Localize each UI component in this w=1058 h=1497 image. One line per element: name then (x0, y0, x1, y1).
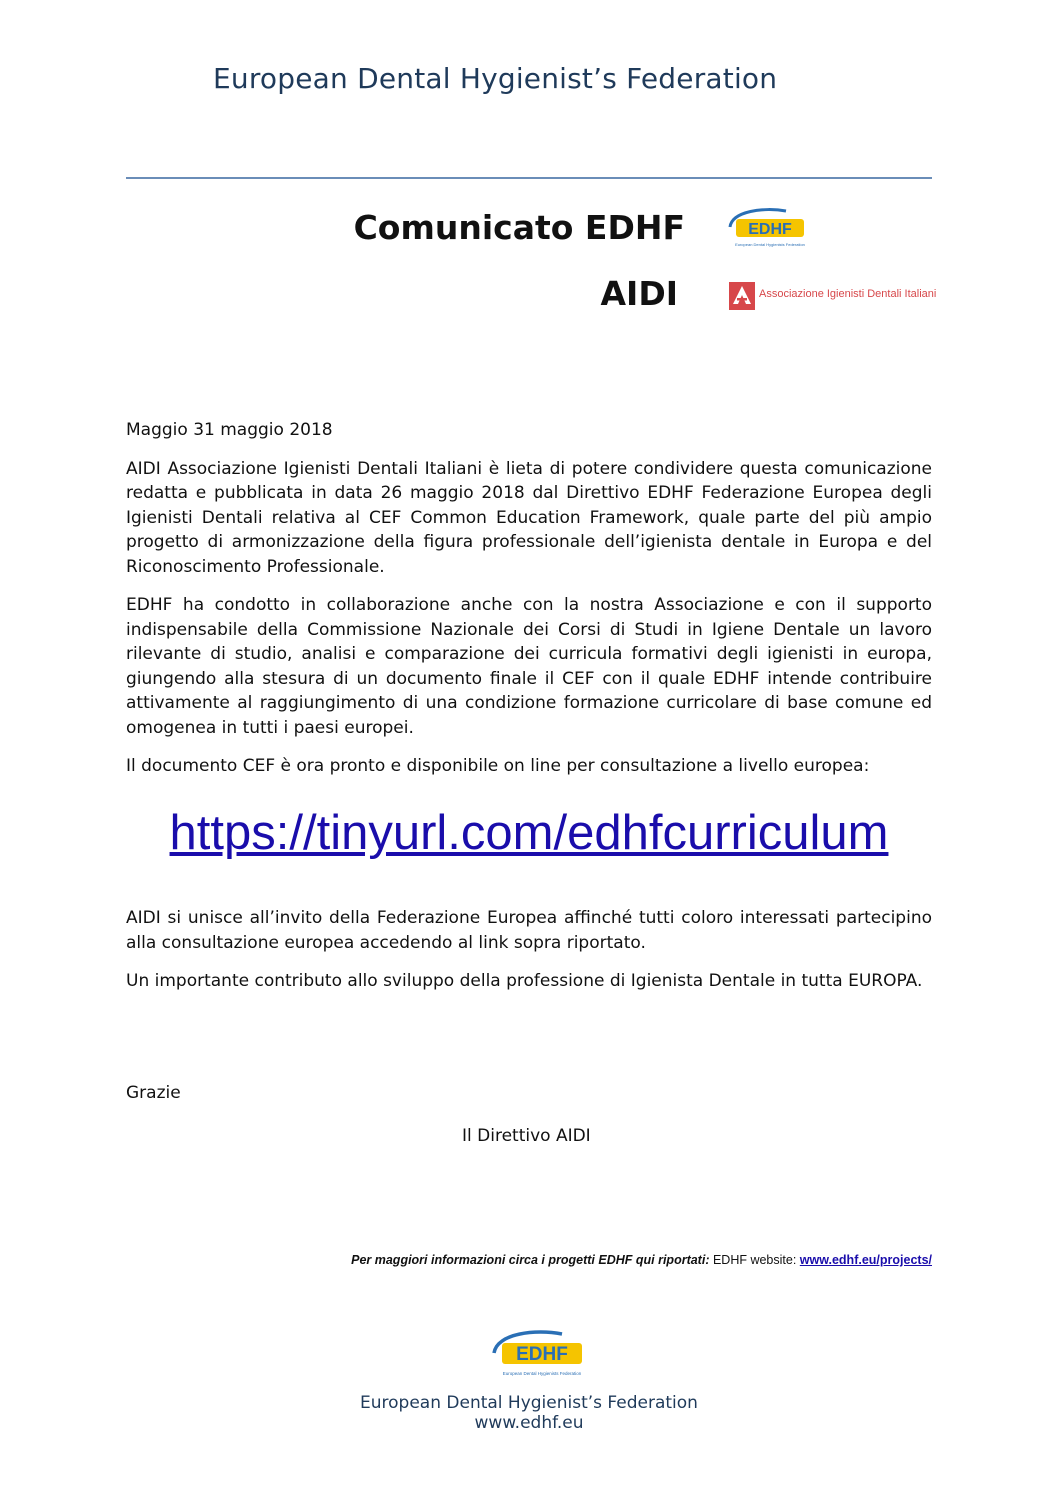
body-content (126, 418, 932, 793)
body-content-2 (126, 906, 932, 1008)
aidi-logo (729, 282, 937, 310)
paragraph-5: Un importante contributo allo sviluppo della professione di Igienista Dentale in tutta EUROPA. (126, 971, 923, 991)
paragraph-2: EDHF ha condotto in collaborazione anche con la nostra Associazione e con il supporto indispensabile della Commissione Nazionale dei Corsi di Studi in Igiene Dentale un lavoro rilevante di studio, analisi e comparazione dei curricula formativi degli igienisti in europa, giungendo alla stesura di un documento finale il CEF con il quale EDHF intende contribuire attivamente al raggiungimento di una condizione formazione curricolare di base comune ed omogenea in tutti i paesi europei. (126, 595, 932, 738)
signature: Il Direttivo AIDI (462, 1126, 591, 1146)
closing: Grazie (126, 1083, 181, 1103)
edhf-footer-logo-tagline: European Dental Hygienists Federation (502, 1371, 582, 1376)
edhf-logo (724, 205, 810, 251)
footer-info (351, 1253, 932, 1267)
aidi-logo-mark-icon (729, 282, 755, 310)
page-subtitle: AIDI (600, 274, 678, 313)
footer-info-plain: EDHF website: (709, 1253, 800, 1267)
footer-projects-link[interactable]: www.edhf.eu/projects/ (799, 1253, 932, 1267)
edhf-footer-logo-text: EDHF (516, 1344, 568, 1365)
curriculum-link[interactable]: https://tinyurl.com/edhfcurriculum (169, 806, 889, 860)
page-title: Comunicato EDHF (353, 208, 685, 247)
header-divider (126, 177, 932, 179)
edhf-logo-footer (488, 1327, 588, 1381)
footer-org-url[interactable]: www.edhf.eu (474, 1413, 584, 1433)
edhf-logo-tagline: European Dental Hygienists Federation (735, 242, 805, 247)
footer-info-italic: Per maggiori informazioni circa i progetti EDHF qui riportati: (351, 1253, 710, 1267)
paragraph-3: Il documento CEF è ora pronto e disponibile on line per consultazione a livello europea: (126, 756, 870, 776)
paragraph-1: AIDI Associazione Igienisti Dentali Italiani è lieta di potere condividere questa comunicazione redatta e pubblicata in data 26 maggio 2018 dal Direttivo EDHF Federazione Europea degli Igienisti Dentali relativa al CEF Common Education Framework, quale parte del più ampio progetto di armonizzazione della figura professionale dell’igienista dentale in Europa e del Riconoscimento Professionale. (126, 458, 932, 577)
date-line: Maggio 31 maggio 2018 (126, 420, 333, 440)
edhf-logo-text: EDHF (748, 221, 792, 238)
header-org-name: European Dental Hygienist’s Federation (213, 62, 778, 95)
paragraph-4: AIDI si unisce all’invito della Federazione Europea affinché tutti coloro interessati partecipino alla consultazione europea accedendo al link sopra riportato. (126, 908, 932, 953)
footer-org-name: European Dental Hygienist’s Federation (360, 1393, 698, 1413)
aidi-logo-text: Associazione Igienisti Dentali Italiani (759, 288, 937, 300)
